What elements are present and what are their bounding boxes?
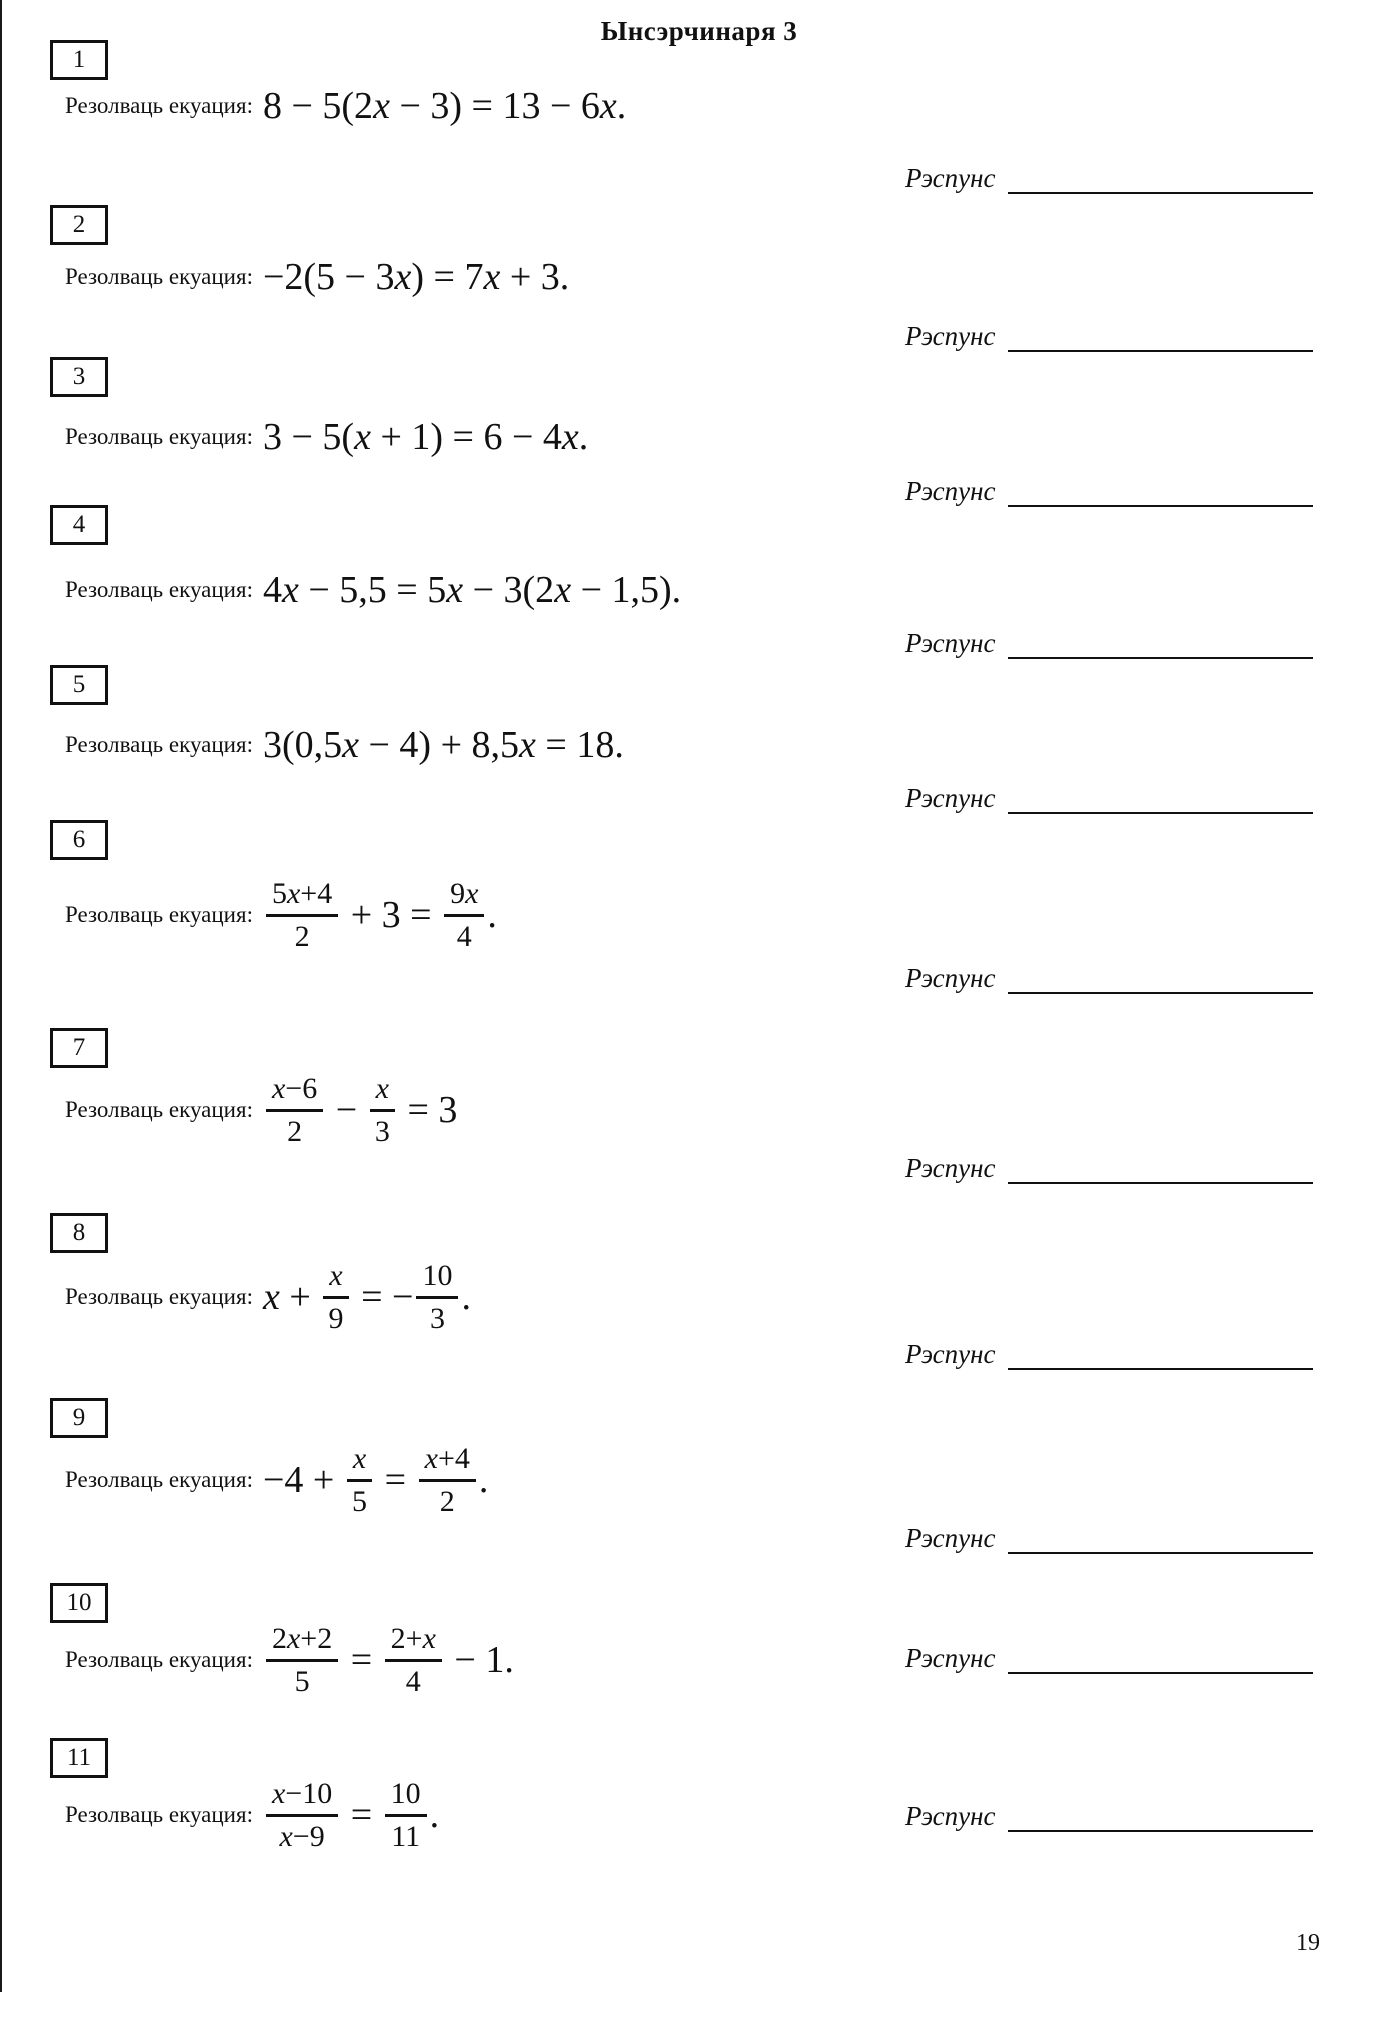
- answer-row: [905, 1798, 1313, 1832]
- equation: [263, 415, 588, 459]
- equation-text: + 3 =: [341, 894, 442, 936]
- fraction-denominator: 2: [287, 1114, 303, 1148]
- fraction-denominator: 3: [429, 1301, 445, 1335]
- equation-text: 3 − 5(x + 1) = 6 − 4x.: [262, 416, 589, 458]
- page-edge-line: [0, 0, 2, 1992]
- answer-row: [905, 780, 1313, 814]
- fraction-denominator: 9: [328, 1301, 344, 1335]
- answer-row: [905, 473, 1313, 507]
- equation-text: −4 +: [262, 1459, 344, 1501]
- fraction-numerator: x−6: [266, 1072, 323, 1112]
- fraction: [266, 1622, 338, 1698]
- answer-blank-line[interactable]: [1008, 960, 1313, 994]
- page-title: Ынсэрчинаря 3: [600, 16, 798, 46]
- solve-equation-label: Резолваць екуация:: [65, 93, 253, 118]
- equation: [263, 1259, 471, 1335]
- fraction-numerator: 2x+2: [266, 1622, 338, 1662]
- equation-text: −: [326, 1089, 367, 1131]
- problem-number: 7: [72, 1034, 86, 1061]
- fraction-denominator: x−9: [279, 1819, 325, 1853]
- answer-row: [905, 625, 1313, 659]
- equation-row: [65, 1242, 471, 1352]
- equation: [263, 1777, 439, 1853]
- answer-row: [905, 1336, 1313, 1370]
- equation-row: [65, 1425, 488, 1535]
- fraction: [370, 1072, 395, 1148]
- equation-text: 8 − 5(2x − 3) = 13 − 6x.: [262, 85, 627, 127]
- problem-number: 2: [72, 211, 86, 238]
- fraction-numerator: x+4: [419, 1442, 476, 1482]
- answer-label: Рэспунс: [905, 1801, 996, 1831]
- equation-row: [65, 860, 497, 970]
- equation-row: [65, 535, 681, 645]
- answer-label: Рэспунс: [905, 1643, 996, 1673]
- answer-label: Рэспунс: [905, 1523, 996, 1553]
- solve-equation-label: Резолваць екуация:: [65, 1284, 253, 1309]
- fraction: [347, 1442, 372, 1518]
- fraction-numerator: 2+x: [385, 1622, 442, 1662]
- fraction: [385, 1777, 427, 1853]
- fraction-numerator: x: [370, 1072, 395, 1112]
- problem-number: 4: [72, 511, 86, 538]
- fraction-denominator: 5: [294, 1664, 310, 1698]
- fraction-numerator: x−10: [266, 1777, 338, 1817]
- fraction-numerator: x: [323, 1259, 348, 1299]
- equation: [263, 1072, 457, 1148]
- equation: [263, 568, 681, 612]
- equation-text: 4x − 5,5 = 5x − 3(2x − 1,5).: [262, 569, 682, 611]
- answer-label: Рэспунс: [905, 163, 996, 193]
- answer-blank-line[interactable]: [1008, 1520, 1313, 1554]
- fraction-denominator: 11: [391, 1819, 421, 1853]
- fraction: [266, 877, 338, 953]
- equation-row: [65, 382, 588, 492]
- answer-blank-line[interactable]: [1008, 780, 1313, 814]
- answer-row: [905, 1520, 1313, 1554]
- fraction-numerator: 10: [416, 1259, 458, 1299]
- solve-equation-label: Резолваць екуация:: [65, 424, 253, 449]
- fraction: [266, 1072, 323, 1148]
- problem-number: 3: [72, 363, 86, 390]
- equation-text: .: [429, 1794, 440, 1836]
- equation-text: .: [478, 1459, 489, 1501]
- equation-row: [65, 1605, 514, 1715]
- answer-blank-line[interactable]: [1008, 1336, 1313, 1370]
- equation-text: − 1.: [444, 1639, 514, 1681]
- solve-equation-label: Резолваць екуация:: [65, 1097, 253, 1122]
- equation-row: [65, 690, 624, 800]
- fraction-denominator: 4: [456, 919, 472, 953]
- answer-blank-line[interactable]: [1008, 1150, 1313, 1184]
- solve-equation-label: Резолваць екуация:: [65, 577, 253, 602]
- equation-text: = 3: [397, 1089, 458, 1131]
- equation: [263, 723, 624, 767]
- page-number: 19: [1296, 1930, 1320, 1956]
- answer-label: Рэспунс: [905, 1339, 996, 1369]
- fraction-numerator: 9x: [444, 877, 484, 917]
- answer-blank-line[interactable]: [1008, 160, 1313, 194]
- problem-number: 5: [72, 671, 86, 698]
- fraction-denominator: 3: [374, 1114, 390, 1148]
- solve-equation-label: Резолваць екуация:: [65, 902, 253, 927]
- solve-equation-label: Резолваць екуация:: [65, 1467, 253, 1492]
- answer-blank-line[interactable]: [1008, 1798, 1313, 1832]
- fraction-numerator: x: [347, 1442, 372, 1482]
- equation-row: [65, 1760, 439, 1870]
- equation-text: .: [487, 894, 497, 936]
- fraction-denominator: 2: [294, 919, 310, 953]
- equation-row: [65, 222, 569, 332]
- answer-row: [905, 1150, 1313, 1184]
- equation-text: =: [375, 1459, 416, 1501]
- problem-number-box: [50, 820, 108, 860]
- problem-number: 6: [72, 826, 86, 853]
- answer-label: Рэспунс: [905, 963, 996, 993]
- equation-text: −2(5 − 3x) = 7x + 3.: [262, 256, 570, 298]
- equation-text: 3(0,5x − 4) + 8,5x = 18.: [262, 724, 624, 766]
- solve-equation-label: Резолваць екуация:: [65, 264, 253, 289]
- solve-equation-label: Резолваць екуация:: [65, 1802, 253, 1827]
- fraction-numerator: 5x+4: [266, 877, 338, 917]
- fraction: [385, 1622, 442, 1698]
- fraction: [266, 1777, 338, 1853]
- problem-number: 11: [66, 1744, 92, 1771]
- answer-blank-line[interactable]: [1008, 318, 1313, 352]
- equation-text: .: [461, 1276, 471, 1318]
- solve-equation-label: Резолваць екуация:: [65, 732, 253, 757]
- answer-row: [905, 1640, 1313, 1674]
- problem-number: 8: [72, 1219, 86, 1246]
- equation-row: [65, 1055, 457, 1165]
- equation-row: [65, 51, 626, 161]
- equation-text: = −: [351, 1276, 414, 1318]
- answer-row: [905, 160, 1313, 194]
- answer-row: [905, 318, 1313, 352]
- equation: [263, 877, 497, 953]
- answer-blank-line[interactable]: [1008, 625, 1313, 659]
- problem-number: 9: [72, 1404, 86, 1431]
- answer-label: Рэспунс: [905, 321, 996, 351]
- equation: [263, 255, 569, 299]
- problem-number: 10: [66, 1589, 92, 1616]
- equation-text: x +: [262, 1276, 321, 1318]
- fraction-denominator: 2: [439, 1484, 455, 1518]
- fraction-denominator: 4: [405, 1664, 421, 1698]
- answer-row: [905, 960, 1313, 994]
- fraction: [444, 877, 484, 953]
- answer-blank-line[interactable]: [1008, 473, 1313, 507]
- fraction: [419, 1442, 476, 1518]
- fraction: [323, 1259, 348, 1335]
- answer-label: Рэспунс: [905, 783, 996, 813]
- equation: [263, 84, 626, 128]
- answer-label: Рэспунс: [905, 1153, 996, 1183]
- equation-text: =: [341, 1794, 382, 1836]
- equation-text: =: [341, 1639, 382, 1681]
- fraction-numerator: 10: [385, 1777, 427, 1817]
- fraction-denominator: 5: [352, 1484, 367, 1518]
- solve-equation-label: Резолваць екуация:: [65, 1647, 253, 1672]
- answer-label: Рэспунс: [905, 476, 996, 506]
- answer-blank-line[interactable]: [1008, 1640, 1313, 1674]
- answer-label: Рэспунс: [905, 628, 996, 658]
- fraction: [416, 1259, 458, 1335]
- problem-number: 1: [72, 46, 86, 73]
- equation: [263, 1622, 514, 1698]
- equation: [263, 1442, 488, 1518]
